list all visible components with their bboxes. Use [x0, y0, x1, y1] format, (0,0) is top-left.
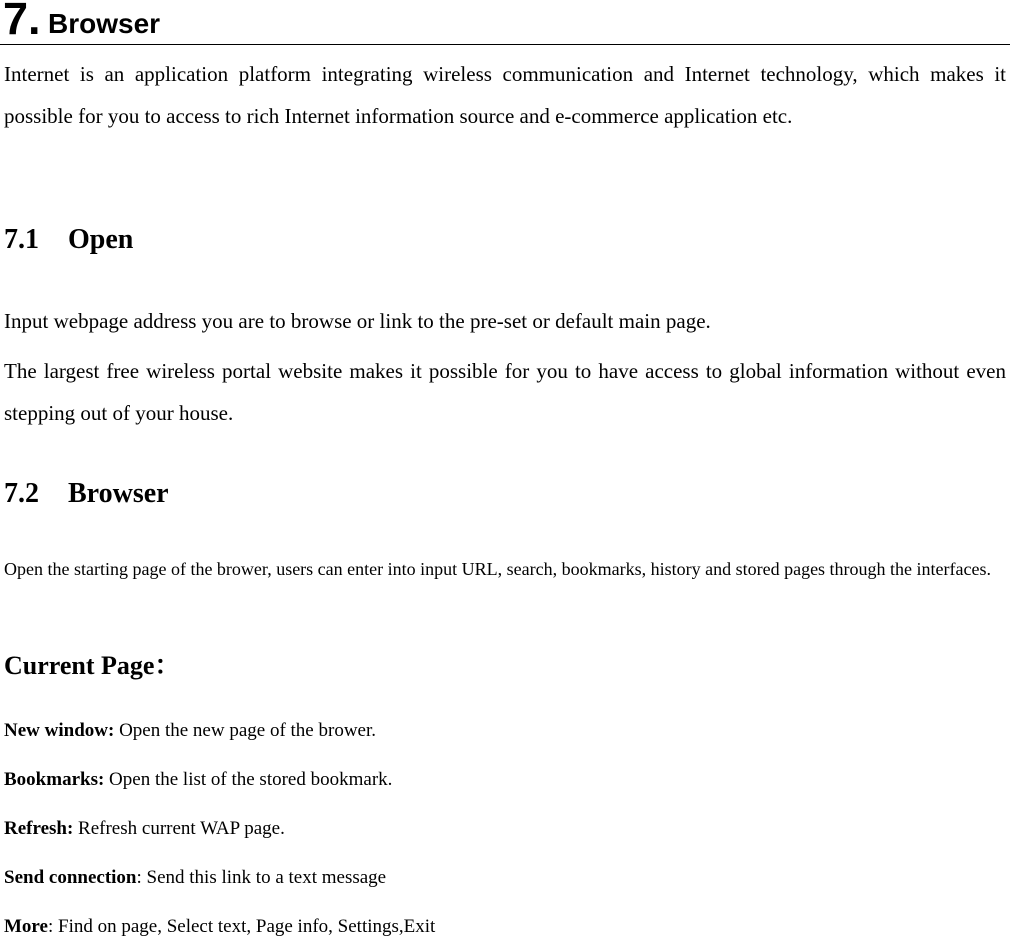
current-page-heading: Current Page： [4, 651, 181, 680]
section-heading-browser [4, 477, 169, 511]
open-paragraph-1: Input webpage address you are to browse or link to the pre-set or default main page. [4, 309, 711, 333]
section-heading-open [4, 223, 133, 257]
item-description: Open the list of the stored bookmark. [104, 769, 393, 790]
item-description: Open the new page of the brower. [114, 720, 376, 741]
chapter-title: Browser [48, 8, 161, 39]
section-number: 7.2 [4, 478, 39, 509]
item-description: Refresh current WAP page. [73, 818, 285, 839]
item-term: More [4, 916, 48, 937]
item-description: : Find on page, Select text, Page info, Settings,Exit [47, 916, 436, 937]
item-term: Refresh: [4, 818, 74, 839]
item-description: : Send this link to a text message [136, 867, 387, 888]
browser-paragraph: Open the starting page of the brower, users can enter into input URL, search, bookmarks, history and stored pages through the interfaces. [4, 559, 991, 579]
section-title: Open [68, 224, 134, 255]
section-title: Browser [68, 478, 169, 509]
item-term: Send connection [4, 867, 137, 888]
list-item-send-connection [4, 866, 386, 890]
list-item-more [4, 915, 435, 939]
intro-paragraph: Internet is an application platform integrating wireless communication and Internet technology, which makes it possible for you to access to rich Internet information source and e-commerce application etc. [4, 62, 1006, 128]
list-item-bookmarks [4, 768, 392, 792]
chapter-number: 7. [3, 0, 41, 44]
chapter-heading [0, 0, 1010, 45]
section-number: 7.1 [4, 224, 39, 255]
open-paragraph-2: The largest free wireless portal website makes it possible for you to have access to global information without even stepping out of your house. [4, 359, 1006, 425]
list-item-new-window [4, 719, 376, 743]
item-term: Bookmarks: [4, 769, 105, 790]
list-item-refresh [4, 817, 285, 841]
item-term: New window: [4, 720, 115, 741]
